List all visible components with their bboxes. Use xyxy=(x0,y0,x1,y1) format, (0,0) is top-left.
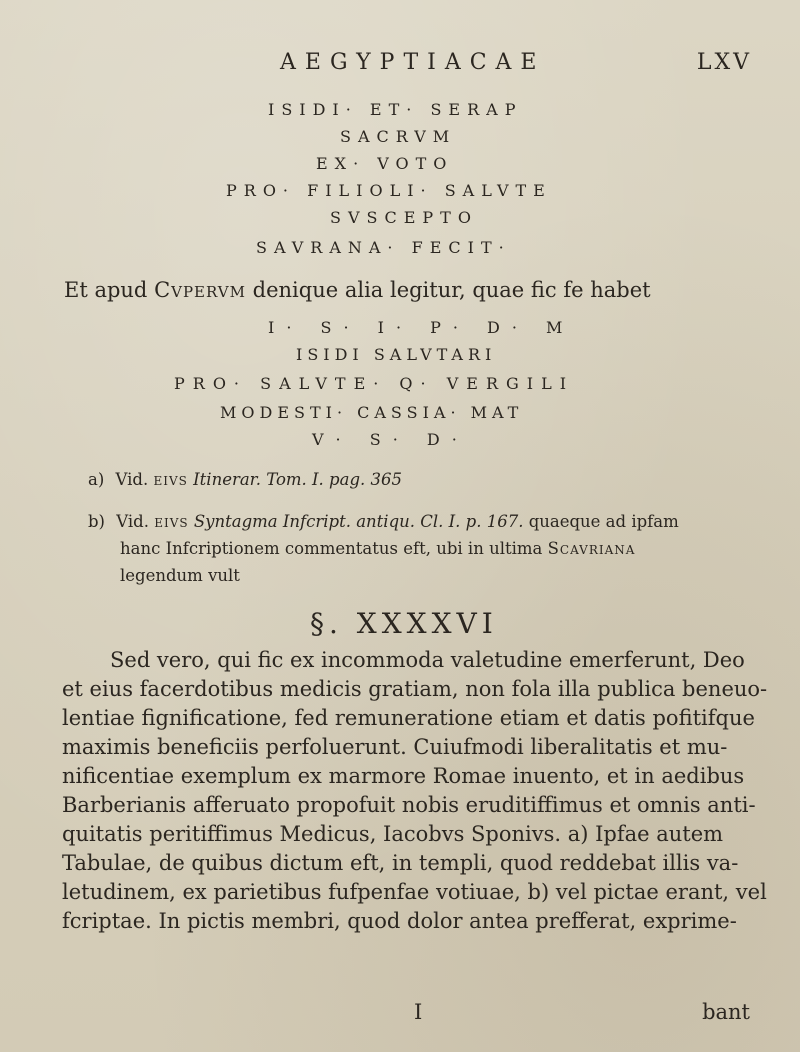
inscription-line: ISIDI SALVTARI xyxy=(296,345,497,364)
paragraph-line: Tabulae, de quibus dictum eft, in templi, quod reddebat illis va- xyxy=(62,851,739,875)
inscription-line: SACRVM xyxy=(340,127,457,146)
inscription-line: PRO· SALVTE· Q· VERGILI xyxy=(174,374,575,393)
paragraph-line: letudinem, ex parietibus fufpenfae votiuae, b) vel pictae erant, vel xyxy=(62,880,767,904)
catchword: bant xyxy=(702,1000,750,1024)
running-head xyxy=(0,50,800,86)
inscription-line: SVSCEPTO xyxy=(330,208,478,227)
inscription-line: ISIDI· ET· SERAP xyxy=(268,100,523,119)
footnote-b-line1: b) Vid. eivs Syntagma Infcript. antiqu. Cl. I. p. 167. quaeque ad ipfam xyxy=(88,512,679,531)
page-number: LXV xyxy=(696,50,752,75)
footnote-b-line3: legendum vult xyxy=(120,566,240,585)
footnote-b-line2: hanc Infcriptionem commentatus eft, ubi in ultima Scavriana xyxy=(120,539,636,558)
footnote-a: a) Vid. eivs Itinerar. Tom. I. pag. 365 xyxy=(88,470,402,489)
paragraph-line: quitatis peritiffimus Medicus, Iacobvs Sponivs. a) Ipfae autem xyxy=(62,822,724,846)
paragraph-line: lentiae fignificatione, fed remuneratione etiam et datis pofitifque xyxy=(62,706,755,730)
signature-mark: I xyxy=(414,1000,423,1024)
inscription-line: PRO· FILIOLI· SALVTE xyxy=(226,181,552,200)
inscription-line: MODESTI· CASSIA· MAT xyxy=(220,403,524,422)
paragraph-line: Barberianis afferuato propofuit nobis eruditiffimus et omnis anti- xyxy=(62,793,756,817)
inscription-line: V· S· D· xyxy=(312,430,469,449)
paragraph-line: Sed vero, qui fic ex incommoda valetudine emerferunt, Deo xyxy=(110,648,745,672)
paragraph-line: nificentiae exemplum ex marmore Romae inuento, et in aedibus xyxy=(62,764,745,788)
paragraph-line: maximis beneficiis perfoluerunt. Cuiufmodi liberalitatis et mu- xyxy=(62,735,728,759)
inscription-line: EX· VOTO xyxy=(316,154,454,173)
paragraph-line: fcriptae. In pictis membri, quod dolor antea prefferat, exprime- xyxy=(62,909,737,933)
intro-line: Et apud Cvpervm denique alia legitur, quae fic fe habet xyxy=(64,278,651,302)
inscription-line: I· S· I· P· D· M xyxy=(268,318,575,337)
section-heading: §. XXXXVI xyxy=(310,607,498,640)
footnote-marker: a) xyxy=(88,470,105,489)
footnote-marker: b) xyxy=(88,512,105,531)
inscription-line: SAVRANA· FECIT· xyxy=(256,238,511,257)
running-title: AEGYPTIACAE xyxy=(280,50,546,75)
paragraph-line: et eius facerdotibus medicis gratiam, non fola illa publica beneuo- xyxy=(62,677,768,701)
